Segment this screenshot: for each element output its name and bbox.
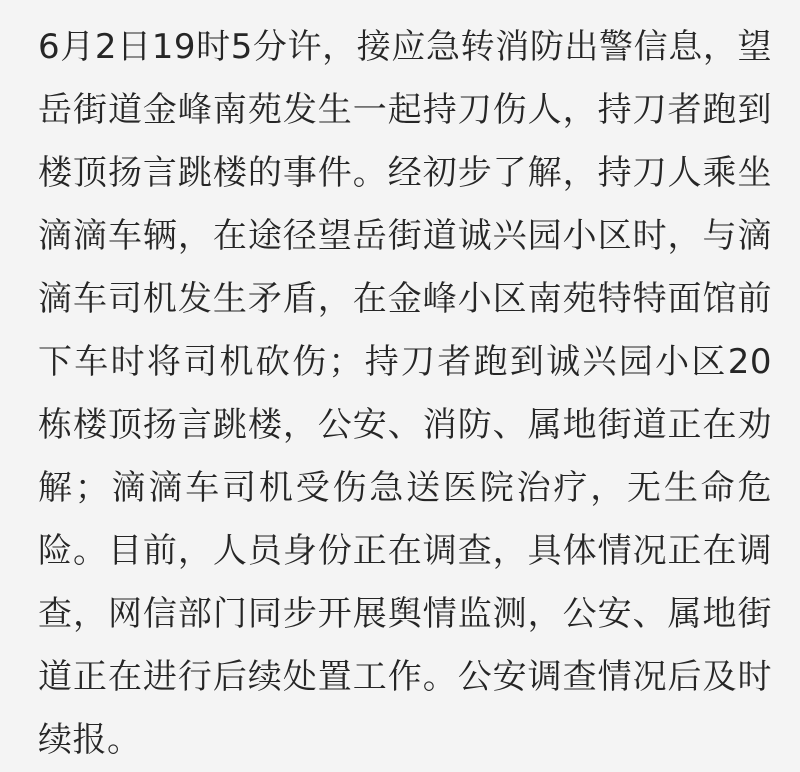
- notice-body-text: 6月2日19时5分许，接应急转消防出警信息，望岳街道金峰南苑发生一起持刀伤人，持刀者跑到楼顶扬言跳楼的事件。经初步了解，持刀人乘坐滴滴车辆，在途径望岳街道诚兴园小区时，与滴滴车司机发生矛盾，在金峰小区南苑特特面馆前下车时将司机砍伤；持刀者跑到诚兴园小区20栋楼顶扬言跳楼，公安、消防、属地街道正在劝解；滴滴车司机受伤急送医院治疗，无生命危险。目前，人员身份正在调查，具体情况正在调查，网信部门同步开展舆情监测，公安、属地街道正在进行后续处置工作。公安调查情况后及时续报。: [38, 27, 772, 760]
